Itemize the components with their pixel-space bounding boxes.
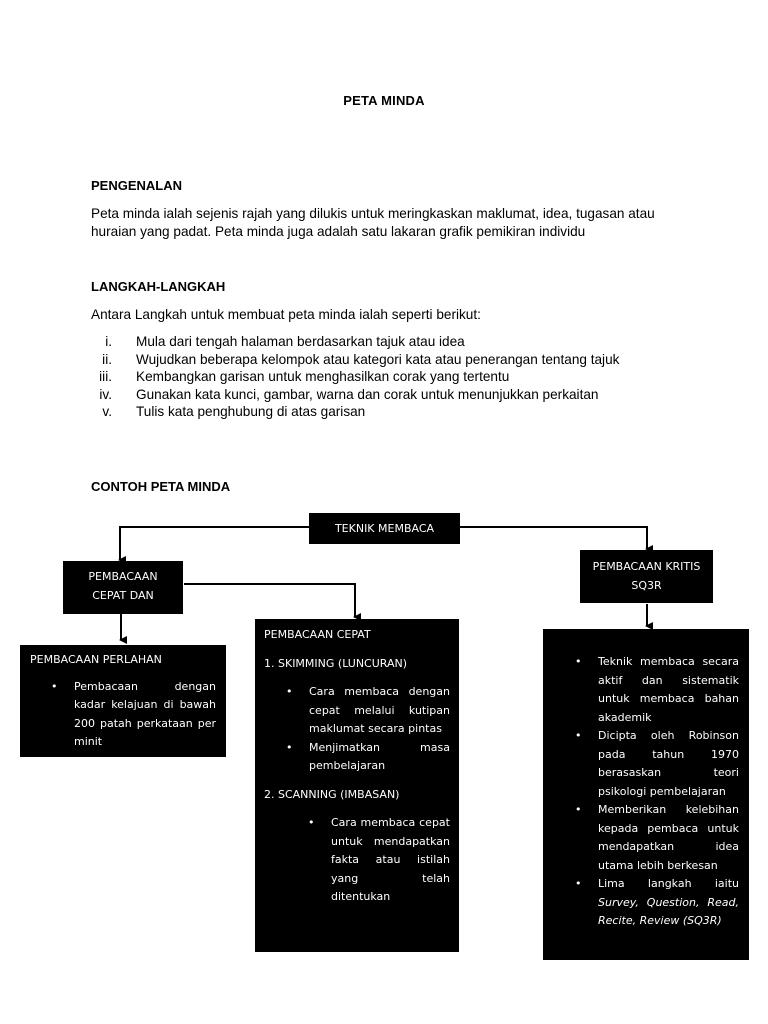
- list-text: Wujudkan beberapa kelompok atau kategori kata atau penerangan tentang tajuk: [136, 351, 620, 367]
- list-number: i.: [105, 334, 112, 349]
- slow-reading-list: [74, 678, 216, 752]
- page-title: PETA MINDA: [343, 93, 425, 108]
- example-heading: CONTOH PETA MINDA: [91, 479, 231, 494]
- list-item: [598, 875, 739, 931]
- list-number: iv.: [99, 386, 112, 402]
- list-number: iii.: [99, 369, 112, 385]
- skimming-list: [309, 683, 450, 776]
- steps-heading: LANGKAH-LANGKAH: [91, 279, 226, 294]
- mindmap-root-node: [309, 513, 460, 544]
- list-item: • Memberikan kelebihan kepada pembaca untuk mendapatkan idea utama lebih berkesan: [598, 801, 739, 875]
- fast-reading-node: [63, 561, 183, 614]
- list-item: • Cara membaca cepat untuk mendapatkan fakta atau istilah yang telah ditentukan: [331, 814, 450, 907]
- list-item: • Pembacaan dengan kadar kelajuan di bawah 200 patah perkataan per minit: [74, 678, 216, 752]
- box-title: PEMBACAAN CEPAT: [264, 628, 371, 641]
- list-text: Gunakan kata kunci, gambar, warna dan corak untuk menunjukkan perkaitan: [136, 386, 599, 402]
- list-number: ii.: [102, 351, 112, 367]
- list-item: • Cara membaca dengan cepat melalui kutipan maklumat secara pintas: [309, 683, 450, 739]
- slow-reading-detail-box: [20, 645, 226, 757]
- node-label: TEKNIK MEMBACA: [334, 522, 435, 535]
- intro-heading: PENGENALAN: [91, 178, 183, 193]
- connector-root-to-critical: [460, 527, 647, 549]
- list-text: Mula dari tengah halaman berdasarkan tajuk atau idea: [136, 334, 465, 349]
- fast-reading-detail-box: [255, 619, 459, 952]
- intro-line: huraian yang padat. Peta minda juga adalah satu lakaran grafik pemikiran individu: [91, 224, 586, 239]
- connector-fast-to-fast-detail: [184, 584, 355, 617]
- scanning-title: 2. SCANNING (IMBASAN): [264, 787, 400, 801]
- list-text: Tulis kata penghubung di atas garisan: [136, 404, 366, 420]
- list-number: v.: [102, 404, 112, 420]
- intro-line: Peta minda ialah sejenis rajah yang dilukis untuk meringkaskan maklumat, idea, tugasan atau: [91, 206, 655, 221]
- node-label: PEMBACAAN: [88, 570, 158, 583]
- node-label: CEPAT DAN: [92, 588, 154, 602]
- list-text: Lima langkah iaitu: [598, 877, 739, 890]
- list-item: • Teknik membaca secara aktif dan sistematik untuk membaca bahan akademik: [598, 653, 739, 727]
- box-title: PEMBACAAN PERLAHAN: [30, 653, 162, 666]
- list-text-italic: Survey, Question, Read, Recite, Review (SQ3R): [598, 895, 739, 927]
- skimming-title: 1. SKIMMING (LUNCURAN): [264, 656, 408, 670]
- critical-reading-node: [580, 550, 713, 603]
- connector-root-to-fast: [120, 527, 310, 560]
- list-text: Kembangkan garisan untuk menghasilkan corak yang tertentu: [136, 369, 510, 385]
- scanning-list: [331, 814, 450, 907]
- node-label: SQ3R: [631, 578, 662, 592]
- steps-intro: Antara Langkah untuk membuat peta minda ialah seperti berikut:: [91, 307, 481, 322]
- list-item: • Dicipta oleh Robinson pada tahun 1970 berasaskan teori psikologi pembelajaran: [598, 727, 739, 801]
- critical-reading-list: [598, 653, 739, 931]
- critical-reading-detail-box: [543, 629, 749, 960]
- list-item: • Menjimatkan masa pembelajaran: [309, 739, 450, 776]
- node-label: PEMBACAAN KRITIS: [592, 560, 701, 573]
